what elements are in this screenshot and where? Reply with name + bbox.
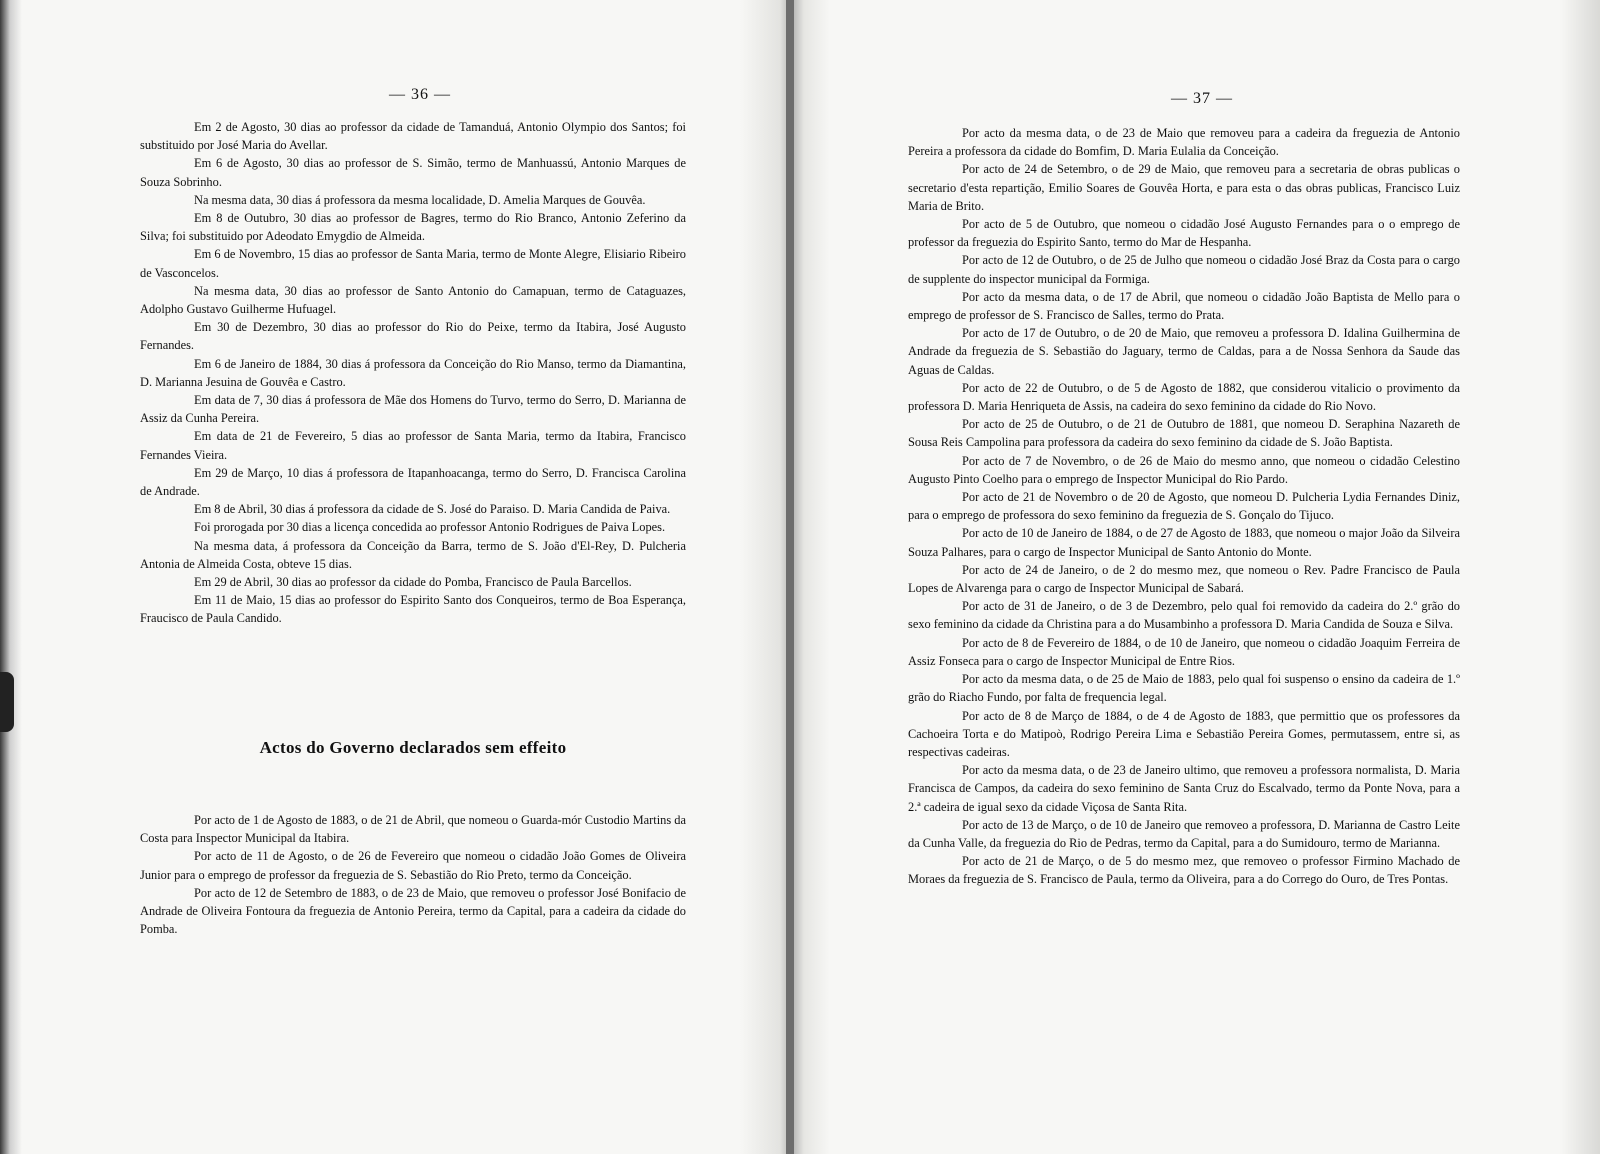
- paragraph: Por acto de 12 de Outubro, o de 25 de Julho que nomeou o cidadão José Braz da Costa para o cargo de supplente do inspector municipal da Formiga.: [908, 253, 1460, 286]
- paragraph: Por acto da mesma data, o de 23 de Janeiro ultimo, que removeu a professora normalista, D. Maria Francisca de Campos, da cadeira do sexo feminino de Santa Cruz do Escalvado, termo da Ponte Nova, para a 2.ª cadeira de igual sexo da cidade Viçosa de Santa Rita.: [908, 763, 1460, 814]
- paragraph: Por acto de 21 de Novembro o de 20 de Agosto, que nomeou D. Pulcheria Lydia Fernandes Diniz, para o emprego de professora do sexo feminino da freguezia de S. Gonçalo do Tijuco.: [908, 490, 1460, 523]
- paragraph: Por acto da mesma data, o de 23 de Maio que removeu para a cadeira da freguezia de Antonio Pereira a professora da cidade do Bomfim, D. Maria Eulalia da Conceição.: [908, 126, 1460, 159]
- paragraph: Em 29 de Abril, 30 dias ao professor da cidade do Pomba, Francisco de Paula Barcellos.: [194, 575, 632, 590]
- paragraph: Em 6 de Novembro, 15 dias ao professor de Santa Maria, termo de Monte Alegre, Elisiario Ribeiro de Vasconcelos.: [140, 247, 686, 280]
- paragraph: Na mesma data, 30 dias ao professor de Santo Antonio do Camapuan, termo de Cataguazes, Adolpho Gustavo Guilherme Hufuagel.: [140, 283, 686, 317]
- paragraph: Por acto de 24 de Janeiro, o de 2 do mesmo mez, que nomeou o Rev. Padre Francisco de Paula Lopes de Alvarenga para o cargo de Inspector Municipal de Sabará.: [908, 562, 1460, 596]
- paragraph: Em 29 de Março, 10 dias á professora de Itapanhoacanga, termo do Serro, D. Francisca Carolina de Andrade.: [140, 465, 686, 499]
- book-gutter: [786, 0, 794, 1154]
- paragraph: Por acto de 8 de Fevereiro de 1884, o de 10 de Janeiro, que nomeou o cidadão Joaquim Ferreira de Assiz Fonseca para o cargo de Inspector Municipal de Entre Rios.: [908, 635, 1460, 668]
- paragraph: Por acto de 21 de Março, o de 5 do mesmo mez, que removeo o professor Firmino Machado de Moraes da freguezia de S. Francisco de Paula, termo da Oliveira, para a do Corrego do Ouro, de Tres Pontas.: [908, 854, 1460, 887]
- paragraph: Por acto de 7 de Novembro, o de 26 de Maio do mesmo anno, que nomeou o cidadão Celestino Augusto Pinto Coelho para o emprego de Inspector Municipal do Rio Pardo.: [908, 453, 1460, 486]
- binding-tab: [0, 672, 14, 732]
- paragraph: Por acto de 10 de Janeiro de 1884, o de 27 de Agosto de 1883, que nomeou o major João da Silveira Souza Palhares, para o cargo de Inspector Municipal de Santo Antonio do Monte.: [908, 526, 1460, 559]
- paragraph: Por acto de 5 de Outubro, que nomeou o cidadão José Augusto Fernandes para o o emprego de professor da freguezia do Espirito Santo, termo do Mar de Hespanha.: [908, 217, 1460, 250]
- paragraph: Por acto de 13 de Março, o de 10 de Janeiro que removeo a professora, D. Marianna de Castro Leite da Cunha Valle, da freguezia do Rio de Pedras, termo da Capital, para a do Sumidouro, termo de Marianna.: [908, 817, 1460, 850]
- paragraph: Foi prorogada por 30 dias a licença concedida ao professor Antonio Rodrigues de Paiva Lopes.: [194, 520, 666, 535]
- paragraph: Na mesma data, 30 dias á professora da mesma localidade, D. Amelia Marques de Gouvêa.: [194, 192, 646, 207]
- left-text-column: [140, 118, 686, 628]
- paragraph: Por acto de 25 de Outubro, o de 21 de Outubro de 1881, que nomeou D. Seraphina Nazareth de Sousa Reis Campolina para professora da cadeira do sexo feminino da cidade de S. João Baptista.: [908, 417, 1460, 450]
- left-page: [0, 0, 790, 1154]
- paragraph: Por acto da mesma data, o de 17 de Abril, que nomeou o cidadão João Baptista de Mello para o emprego de professor de S. Francisco de Salles, termo do Prata.: [908, 289, 1460, 323]
- left-section-text-column: [140, 811, 686, 938]
- paragraph: Por acto da mesma data, o de 25 de Maio de 1883, pelo qual foi suspenso o ensino da cadeira de 1.º grão do Riacho Fundo, por falta de frequencia legal.: [908, 672, 1460, 705]
- paragraph: Em data de 21 de Fevereiro, 5 dias ao professor de Santa Maria, termo da Itabira, Francisco Fernandes Vieira.: [140, 429, 686, 462]
- paragraph: Em 6 de Janeiro de 1884, 30 dias á professora da Conceição do Rio Manso, termo da Diamantina, D. Marianna Jesuina de Gouvêa e Castro.: [140, 356, 686, 389]
- page-number: — 37 —: [1171, 90, 1233, 107]
- paragraph: Em 11 de Maio, 15 dias ao professor do Espirito Santo dos Conqueiros, termo de Boa Esperança, Fraucisco de Paula Candido.: [140, 593, 686, 626]
- paragraph: Por acto de 24 de Setembro, o de 29 de Maio, que removeu para a secretaria de obras publicas o secretario d'esta repartição, Emilio Soares de Gouvêa Horta, e para esta o das obras publicas, Francisco Luiz Maria de Brito.: [908, 162, 1460, 213]
- paragraph: Por acto de 1 de Agosto de 1883, o de 21 de Abril, que nomeou o Guarda-mór Custodio Martins da Costa para Inspector Municipal da Itabira.: [140, 813, 686, 846]
- paragraph: Por acto de 31 de Janeiro, o de 3 de Dezembro, pelo qual foi removido da cadeira do 2.º grão do sexo feminino da cidade da Christina para a do Musambinho a professora D. Maria Candida de Souza e Silva.: [908, 599, 1460, 632]
- paragraph: Na mesma data, á professora da Conceição da Barra, termo de S. João d'El-Rey, D. Pulcheria Antonia de Almeida Costa, obteve 15 dias.: [140, 538, 686, 571]
- paragraph: Por acto de 11 de Agosto, o de 26 de Fevereiro que nomeou o cidadão João Gomes de Oliveira Junior para o emprego de professor da freguezia de S. Sebastião do Rio Preto, termo da Conceição.: [140, 849, 686, 882]
- paragraph: Por acto de 12 de Setembro de 1883, o de 23 de Maio, que removeu o professor José Bonifacio de Andrade de Oliveira Fontoura da freguezia de Antonio Pereira, termo da Capital, para a cadeira da cidade do Pomba.: [140, 885, 686, 937]
- paragraph: Em 30 de Dezembro, 30 dias ao professor do Rio do Peixe, termo da Itabira, José Augusto Fernandes.: [140, 320, 686, 353]
- paragraph: Em 6 de Agosto, 30 dias ao professor de S. Simão, termo de Manhuassú, Antonio Marques de Souza Sobrinho.: [140, 156, 686, 189]
- paragraph: Em 8 de Abril, 30 dias á professora da cidade de S. José do Paraiso. D. Maria Candida de Paiva.: [194, 502, 671, 517]
- paragraph: Em 2 de Agosto, 30 dias ao professor da cidade de Tamanduá, Antonio Olympio dos Santos; foi substituido por José Maria do Avellar.: [140, 120, 686, 153]
- paragraph: Em data de 7, 30 dias á professora de Mãe dos Homens do Turvo, termo do Serro, D. Marianna de Assiz da Cunha Pereira.: [140, 393, 686, 426]
- right-text-column: [908, 124, 1460, 889]
- paragraph: Por acto de 8 de Março de 1884, o de 4 de Agosto de 1883, que permittio que os professores da Cachoeira Torta e do Matipoò, Rodrigo Pereira Lima e Sebastião Pereira Gomes, permutassem, entre si, as respectivas cadeiras.: [908, 708, 1460, 759]
- paragraph: Por acto de 17 de Outubro, o de 20 de Maio, que removeu a professora D. Idalina Guilhermina de Andrade da freguezia de S. Sebastião do Jaguary, termo de Caldas, para a de Nossa Senhora da Saude das Aguas de Caldas.: [908, 326, 1460, 377]
- paragraph: Por acto de 22 de Outubro, o de 5 de Agosto de 1882, que considerou vitalicio o provimento da professora D. Maria Henriqueta de Assis, na cadeira do sexo feminino da cidade do Rio Novo.: [908, 380, 1460, 414]
- page-number: — 36 —: [389, 86, 451, 103]
- section-heading: Actos do Governo declarados sem effeito: [259, 738, 567, 757]
- paragraph: Em 8 de Outubro, 30 dias ao professor de Bagres, termo do Rio Branco, Antonio Zeferino da Silva; foi substituido por Adeodato Emygdio de Almeida.: [140, 211, 686, 244]
